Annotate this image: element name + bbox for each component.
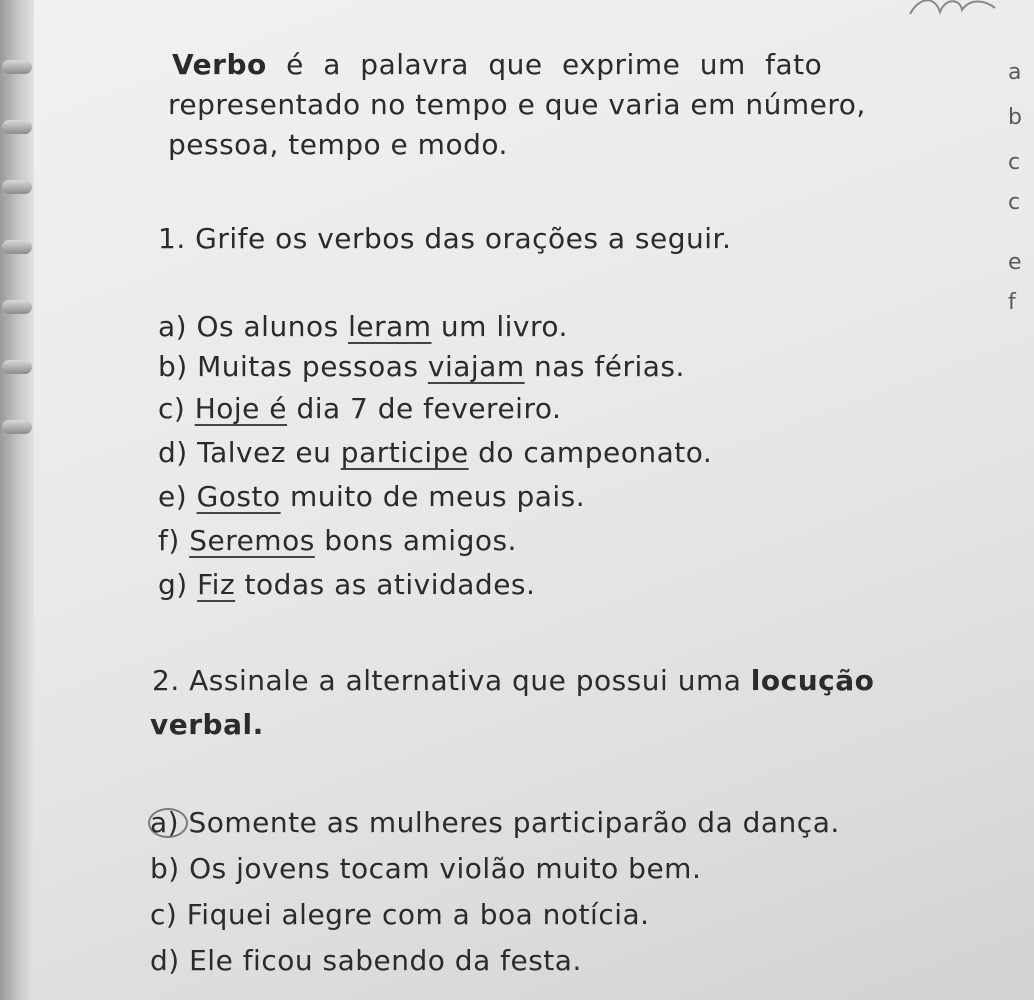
item-text: nas férias.: [524, 350, 685, 383]
question-2-prompt-text: 2. Assinale a alternativa que possui uma: [152, 664, 751, 697]
option-text: Fiquei alegre com a boa notícia.: [177, 898, 650, 931]
question-1-item: [158, 524, 517, 557]
question-1-prompt: 1. Grife os verbos das orações a seguir.: [158, 222, 732, 255]
binding-ring: [2, 120, 32, 134]
question-1-item: [158, 392, 561, 425]
option-text: Somente as mulheres participarão da dança.: [179, 806, 840, 839]
margin-letter: f: [1008, 290, 1016, 315]
binding-ring: [2, 180, 32, 194]
margin-letter: b: [1008, 105, 1022, 130]
margin-letter: c: [1008, 190, 1021, 215]
definition-lead-word: Verbo: [172, 48, 267, 81]
item-text: muito de meus pais.: [280, 480, 586, 513]
definition-text: é a palavra que exprime um fato: [266, 48, 823, 81]
item-text: Talvez eu: [197, 436, 341, 469]
circled-option-label: a): [150, 806, 180, 839]
item-text: bons amigos.: [314, 524, 517, 557]
question-1-item: [158, 436, 712, 469]
item-text: dia 7 de fevereiro.: [287, 392, 562, 425]
binding-ring: [2, 360, 32, 374]
margin-letter: a: [1008, 60, 1022, 85]
item-label: b): [158, 350, 198, 383]
binding-ring: [2, 60, 32, 74]
item-text: Muitas pessoas: [197, 350, 428, 383]
question-2-option: [150, 806, 840, 839]
question-1-item: [158, 310, 568, 343]
underlined-verb: Hoje é: [194, 392, 288, 425]
margin-letters: [994, 0, 1034, 420]
item-text: do campeonato.: [468, 436, 713, 469]
underlined-verb: Gosto: [196, 480, 281, 513]
definition-line-1: [172, 48, 822, 81]
option-label: c): [150, 898, 178, 931]
notebook-binding: [0, 0, 34, 1000]
definition-line-3: pessoa, tempo e modo.: [168, 128, 508, 161]
question-1-item: [158, 350, 685, 383]
item-text: Os alunos: [196, 310, 349, 343]
item-label: a): [158, 310, 197, 343]
question-1-item: [158, 568, 535, 601]
underlined-verb: Fiz: [197, 568, 236, 601]
binding-ring: [2, 240, 32, 254]
item-label: d): [158, 436, 198, 469]
question-2-prompt: [152, 664, 874, 697]
binding-ring: [2, 420, 32, 434]
underlined-verb: participe: [340, 436, 469, 469]
item-label: c): [158, 392, 195, 425]
question-2-option: [150, 944, 582, 977]
option-label: b): [150, 852, 180, 885]
binding-ring: [2, 300, 32, 314]
option-text: Ele ficou sabendo da festa.: [179, 944, 582, 977]
item-text: todas as atividades.: [235, 568, 536, 601]
margin-letter: c: [1008, 150, 1021, 175]
item-label: e): [158, 480, 197, 513]
item-text: um livro.: [431, 310, 568, 343]
item-label: f): [158, 524, 190, 557]
question-2-option: [150, 852, 701, 885]
margin-letter: e: [1008, 250, 1022, 275]
definition-line-2: representado no tempo e que varia em número,: [168, 88, 866, 121]
underlined-verb: Seremos: [189, 524, 315, 557]
underlined-verb: leram: [348, 310, 432, 343]
question-1-item: [158, 480, 585, 513]
option-label: d): [150, 944, 180, 977]
option-text: Os jovens tocam violão muito bem.: [179, 852, 702, 885]
item-label: g): [158, 568, 198, 601]
question-2-prompt-bold: locução: [750, 664, 875, 697]
question-2-option: [150, 898, 650, 931]
underlined-verb: viajam: [427, 350, 525, 383]
question-2-prompt-line-2: verbal.: [150, 708, 264, 741]
